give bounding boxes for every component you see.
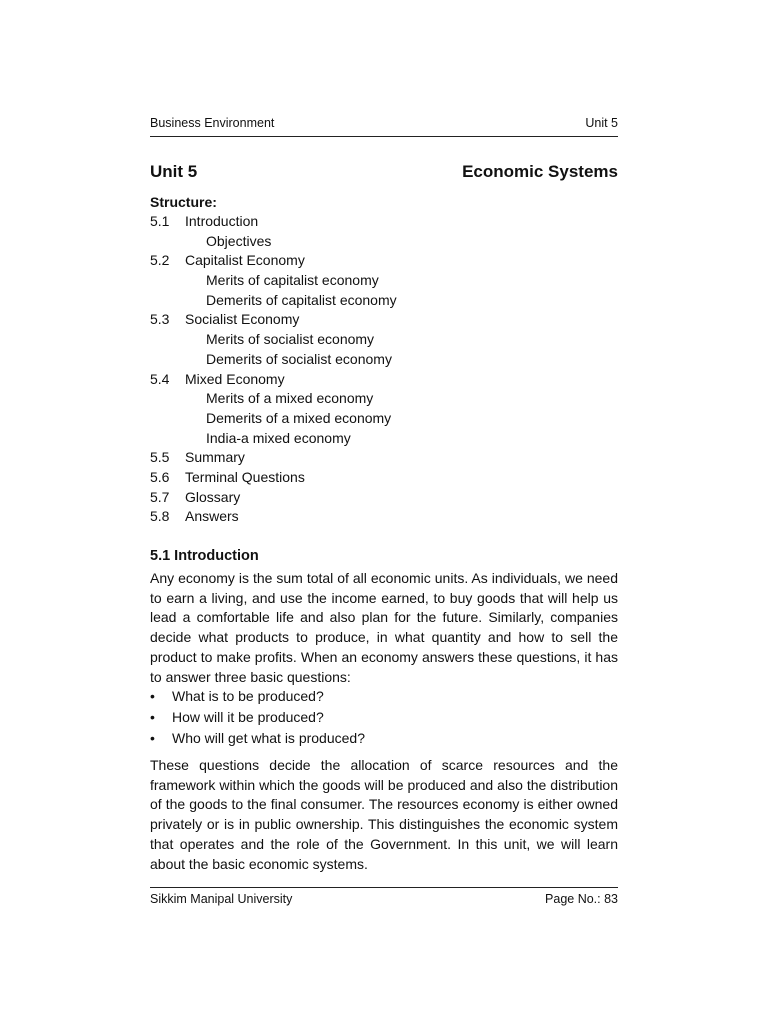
- structure-label: Structure:: [150, 194, 217, 210]
- running-header: [150, 116, 618, 130]
- list-item-text: What is to be produced?: [172, 688, 324, 704]
- toc-item: [150, 488, 618, 508]
- toc-text: Terminal Questions: [185, 468, 305, 485]
- unit-heading: [150, 162, 618, 182]
- header-rule: [150, 136, 618, 137]
- toc-item: [150, 370, 618, 390]
- bullet-icon: •: [150, 688, 155, 704]
- toc-subitem: [150, 291, 618, 311]
- toc-subitem: [150, 350, 618, 370]
- toc-subitem: [150, 330, 618, 350]
- toc-text: India-a mixed economy: [206, 429, 351, 446]
- toc-item: [150, 448, 618, 468]
- list-item: [150, 686, 618, 707]
- toc-text: Summary: [185, 449, 245, 466]
- toc-text: Introduction: [185, 213, 259, 229]
- toc-item: [150, 251, 618, 271]
- toc-text: Demerits of socialist economy: [206, 350, 392, 367]
- toc-text: Merits of capitalist economy: [206, 272, 379, 289]
- toc-number: 5.4: [150, 370, 170, 387]
- toc-item: [150, 310, 618, 330]
- header-book-title: Business Environment: [150, 116, 275, 130]
- toc-number: 5.5: [150, 449, 170, 466]
- document-page: [150, 0, 618, 1024]
- toc-text: Socialist Economy: [185, 311, 300, 328]
- toc-number: 5.3: [150, 311, 170, 328]
- toc-subitem: [150, 409, 618, 429]
- toc-text: Merits of a mixed economy: [206, 390, 374, 407]
- body-paragraph: These questions decide the allocation of scarce resources and the framework within which the goods will be produced and also the distribution of the goods to the final consumer. The resources economy is either owned privately or is in public ownership. This distinguishes the economic system that operates and the role of the Government. In this unit, we will learn about the basic economic systems.: [150, 757, 618, 872]
- toc-text: Mixed Economy: [185, 370, 285, 387]
- toc-number: 5.6: [150, 468, 170, 485]
- toc-subitem: [150, 232, 618, 252]
- question-list: [150, 686, 618, 749]
- list-item: [150, 728, 618, 749]
- toc-text: Capitalist Economy: [185, 252, 305, 269]
- list-item-text: How will it be produced?: [172, 709, 324, 725]
- toc-text: Objectives: [206, 232, 272, 249]
- toc-text: Demerits of capitalist economy: [206, 291, 397, 308]
- toc-item: [150, 212, 618, 232]
- list-item-text: Who will get what is produced?: [172, 730, 365, 746]
- toc-subitem: [150, 271, 618, 291]
- structure-list: [150, 212, 618, 527]
- toc-number: 5.8: [150, 508, 170, 525]
- toc-item: [150, 468, 618, 488]
- toc-number: 5.2: [150, 252, 170, 269]
- running-footer: [150, 892, 618, 906]
- section-heading: 5.1 Introduction: [150, 548, 259, 564]
- unit-number: Unit 5: [150, 162, 198, 181]
- footer-rule: [150, 887, 618, 888]
- toc-text: Glossary: [185, 488, 241, 505]
- unit-title: Economic Systems: [462, 162, 618, 181]
- toc-text: Answers: [185, 508, 239, 525]
- bullet-icon: •: [150, 709, 155, 725]
- header-unit-label: Unit 5: [585, 116, 618, 130]
- toc-subitem: [150, 429, 618, 449]
- toc-item: [150, 507, 618, 527]
- intro-paragraph: Any economy is the sum total of all economic units. As individuals, we need to earn a living, and use the income earned, to buy goods that will help us lead a comfortable life and also plan for the future. Similarly, companies decide what products to produce, in what quantity and how to sell the product to make profits. When an economy answers these questions, it has to answer three basic questions:: [150, 570, 618, 685]
- toc-subitem: [150, 389, 618, 409]
- footer-university: Sikkim Manipal University: [150, 892, 293, 906]
- list-item: [150, 707, 618, 728]
- toc-text: Merits of socialist economy: [206, 331, 375, 348]
- toc-number: 5.1: [150, 213, 170, 229]
- toc-text: Demerits of a mixed economy: [206, 409, 392, 426]
- footer-page-number: Page No.: 83: [545, 892, 618, 906]
- bullet-icon: •: [150, 730, 155, 746]
- toc-number: 5.7: [150, 488, 170, 505]
